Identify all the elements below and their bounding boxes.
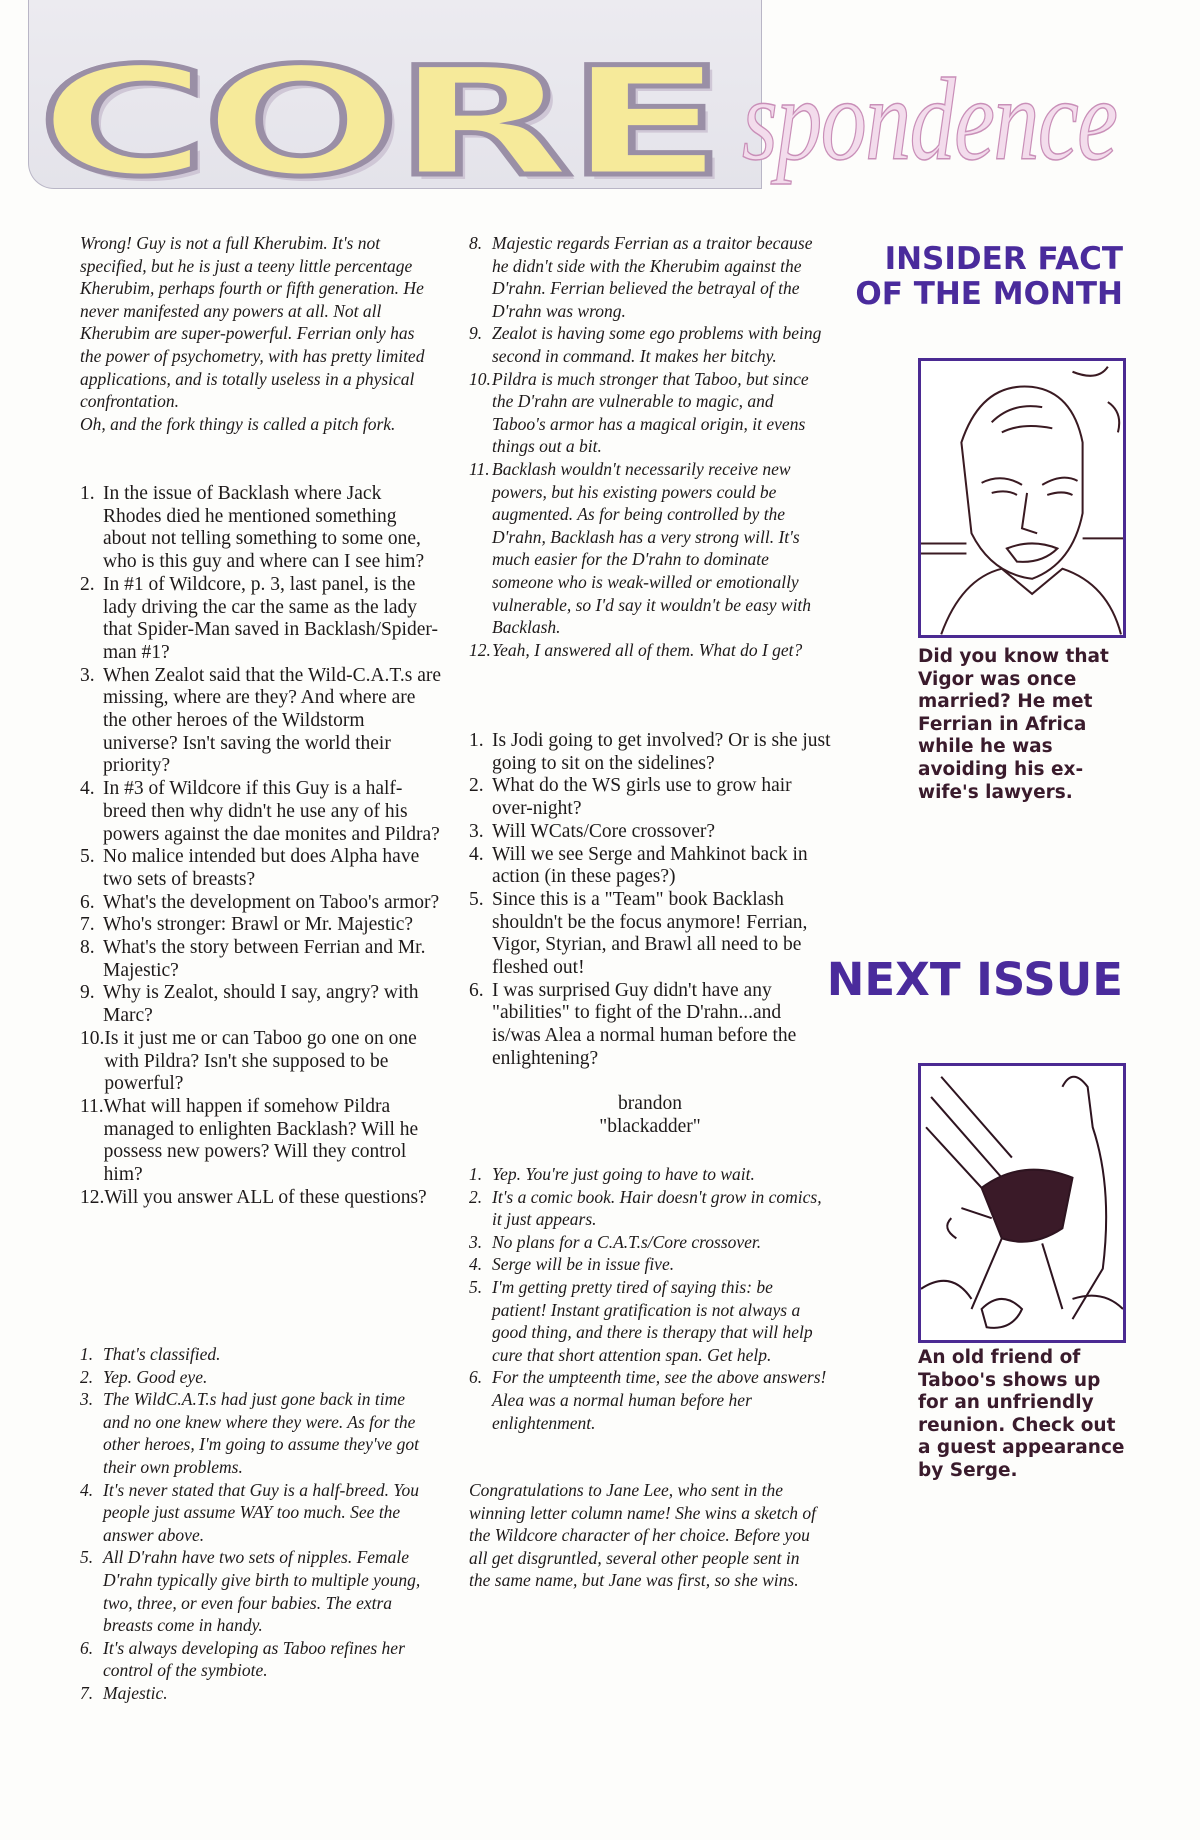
list-item bbox=[80, 914, 442, 937]
item-text: I was surprised Guy didn't have any "abilities" to fight of the D'rahn...and is/was Alea a normal human before the enlightening? bbox=[492, 979, 797, 1069]
insider-title-line1: INSIDER FACT bbox=[884, 241, 1123, 277]
list-item bbox=[469, 639, 829, 662]
list-item bbox=[469, 1276, 831, 1366]
item-number: 6. bbox=[469, 1367, 483, 1388]
list-item bbox=[469, 775, 831, 820]
item-text: In the issue of Backlash where Jack Rhodes died he mentioned something about not telling something to some one, who is this guy and where can I see him? bbox=[103, 483, 425, 573]
item-number: 4. bbox=[469, 1254, 483, 1275]
portrait-sketch bbox=[921, 361, 1123, 635]
list-item bbox=[80, 1187, 442, 1210]
list-item bbox=[80, 937, 442, 982]
list-item bbox=[80, 1028, 442, 1096]
item-text: Majestic. bbox=[103, 1682, 168, 1703]
list-item bbox=[469, 889, 831, 980]
list-item bbox=[80, 1096, 442, 1187]
item-number: 2. bbox=[469, 1186, 483, 1207]
list-item bbox=[80, 483, 442, 574]
list-item bbox=[469, 1231, 831, 1254]
item-number: 9. bbox=[80, 982, 95, 1004]
item-text: Backlash wouldn't necessarily receive new powers, but his existing powers could be augmented. As for being controlled by the D'rahn, Backlash has a very strong will. It's much easier for the D'rahn to dominate someone who is weak-willed or emotionally vulnerable, so I'd say it wouldn't be easy with Backlash. bbox=[492, 458, 812, 638]
item-number: 3. bbox=[80, 1389, 94, 1410]
list-item bbox=[80, 1366, 435, 1389]
logo-core: CORE bbox=[38, 36, 720, 210]
item-number: 11. bbox=[80, 1095, 104, 1117]
insider-fact-heading bbox=[830, 242, 1123, 312]
item-text: No plans for a C.A.T.s/Core crossover. bbox=[492, 1231, 762, 1252]
letter1-answers-part1 bbox=[80, 1343, 435, 1705]
list-item bbox=[469, 1253, 831, 1276]
item-number: 6. bbox=[80, 891, 95, 913]
item-number: 4. bbox=[469, 843, 484, 865]
item-text: Who's stronger: Brawl or Mr. Majestic? bbox=[103, 914, 414, 936]
item-text: Is it just me or can Taboo go one on one with Pildra? Isn't she supposed to be powerful? bbox=[104, 1027, 417, 1095]
item-text: In #3 of Wildcore if this Guy is a half-breed then why didn't he use any of his powers against the dae monites and Pildra? bbox=[103, 778, 440, 845]
item-text: When Zealot said that the Wild-C.A.T.s are missing, where are they? And where are the other heroes of the Wildstorm universe? Isn't saving the world their priority? bbox=[103, 664, 442, 777]
letter2-questions bbox=[469, 730, 831, 1071]
list-item bbox=[469, 322, 829, 367]
item-number: 3. bbox=[469, 820, 484, 842]
list-item bbox=[469, 821, 831, 844]
item-number: 5. bbox=[80, 1547, 94, 1568]
item-text: In #1 of Wildcore, p. 3, last panel, is the lady driving the car the same as the lady that Spider-Man saved in Backlash/Spider-man #1? bbox=[103, 573, 438, 663]
item-text: Yeah, I answered all of them. What do I get? bbox=[492, 639, 803, 660]
item-text: The WildC.A.T.s had just gone back in time and no one knew where they were. As for the other heroes, I'm going to assume they've got their own problems. bbox=[103, 1389, 419, 1477]
item-number: 3. bbox=[469, 1231, 483, 1252]
item-number: 12. bbox=[80, 1186, 105, 1208]
item-number: 7. bbox=[80, 914, 95, 936]
item-number: 8. bbox=[80, 937, 95, 959]
vigor-portrait-image bbox=[918, 358, 1126, 638]
item-number: 4. bbox=[80, 1479, 94, 1500]
item-text: Since this is a "Team" book Backlash shouldn't be the focus anymore! Ferrian, Vigor, Styrian, and Brawl all need to be fleshed out! bbox=[492, 888, 808, 979]
item-text: That's classified. bbox=[103, 1344, 221, 1364]
insider-title-line2: OF THE MONTH bbox=[855, 276, 1123, 312]
item-text: What do the WS girls use to grow hair over-night? bbox=[492, 775, 792, 820]
intro-answer-ps: Oh, and the fork thingy is called a pitch fork. bbox=[80, 413, 396, 434]
list-item bbox=[469, 844, 831, 889]
item-text: Will we see Serge and Mahkinot back in action (in these pages?) bbox=[492, 843, 808, 888]
intro-answer bbox=[80, 232, 425, 435]
item-number: 2. bbox=[469, 775, 484, 797]
item-number: 3. bbox=[80, 664, 95, 686]
item-number: 12. bbox=[469, 639, 491, 660]
preview-sketch bbox=[921, 1066, 1123, 1340]
signature-name: brandon bbox=[618, 1093, 682, 1114]
item-number: 5. bbox=[469, 888, 484, 910]
next-issue-caption: An old friend of Taboo's shows up for an unfriendly reunion. Check out a guest appearance by Serge. bbox=[918, 1347, 1125, 1481]
list-item bbox=[469, 1163, 831, 1186]
list-item bbox=[80, 1479, 435, 1547]
list-item bbox=[469, 1366, 831, 1434]
item-number: 6. bbox=[80, 1637, 94, 1658]
next-issue-heading: NEXT ISSUE bbox=[826, 953, 1123, 1006]
item-number: 1. bbox=[80, 1344, 94, 1364]
list-item bbox=[469, 1186, 831, 1231]
item-text: No malice intended but does Alpha have two sets of breasts? bbox=[103, 846, 420, 890]
item-text: Will you answer ALL of these questions? bbox=[104, 1186, 427, 1208]
item-text: Serge will be in issue five. bbox=[492, 1254, 675, 1275]
list-item bbox=[80, 846, 442, 891]
list-item bbox=[469, 232, 829, 322]
item-number: 8. bbox=[469, 233, 483, 253]
item-number: 5. bbox=[469, 1276, 483, 1297]
item-text: Majestic regards Ferrian as a traitor because he didn't side with the Kherubim against the D'rahn. Ferrian believed the betrayal of the D'rahn was wrong. bbox=[492, 233, 813, 321]
item-text: What will happen if somehow Pildra managed to enlighten Backlash? Will he possess new powers? Will they control him? bbox=[103, 1095, 419, 1186]
congratulations-note: Congratulations to Jane Lee, who sent in the winning letter column name! She wins a sketch of the Wildcore character of her choice. Before you all get disgruntled, several other people sent in the same name, but Jane was first, so she wins. bbox=[469, 1480, 817, 1591]
list-item bbox=[80, 778, 442, 846]
list-item bbox=[469, 980, 831, 1071]
item-number: 1. bbox=[469, 1164, 483, 1184]
list-item bbox=[80, 665, 442, 779]
letter1-answers-part2 bbox=[469, 232, 829, 661]
intro-answer-text: Wrong! Guy is not a full Kherubim. It's not specified, but he is just a teeny little percentage Kherubim, perhaps fourth or fifth generation. He never manifested any powers at all. Not all Kherubim are super-powerful. Ferrian only has the power of psychometry, with has pretty limited applications, and is totally useless in a physical confrontation. bbox=[80, 233, 425, 412]
logo-script: spondence bbox=[742, 54, 1117, 185]
item-text: Pildra is much stronger that Taboo, but since the D'rahn are vulnerable to magic, and Taboo's armor has a magical origin, it evens things out a bit. bbox=[492, 368, 809, 457]
item-number: 10. bbox=[80, 1027, 105, 1049]
item-text: It's a comic book. Hair doesn't grow in comics, it just appears. bbox=[492, 1186, 822, 1230]
item-text: What's the development on Taboo's armor? bbox=[103, 891, 440, 913]
list-item bbox=[80, 1682, 435, 1705]
item-text: I'm getting pretty tired of saying this: be patient! Instant gratification is not always a good thing, and there is therapy that will help cure that short attention span. Get help. bbox=[492, 1276, 813, 1365]
item-number: 9. bbox=[469, 323, 483, 344]
item-text: Yep. Good eye. bbox=[103, 1366, 208, 1387]
next-issue-preview-image bbox=[918, 1063, 1126, 1343]
letter2-answers bbox=[469, 1163, 831, 1434]
list-item bbox=[80, 982, 442, 1027]
item-number: 11. bbox=[469, 458, 490, 479]
item-text: Yep. You're just going to have to wait. bbox=[492, 1164, 755, 1184]
item-text: All D'rahn have two sets of nipples. Female D'rahn typically give birth to multiple young, two, three, or even four babies. The extra breasts come in handy. bbox=[103, 1547, 421, 1636]
list-item bbox=[80, 1546, 435, 1636]
insider-fact-caption: Did you know that Vigor was once married? He met Ferrian in Africa while he was avoiding his ex-wife's lawyers. bbox=[918, 646, 1109, 803]
list-item bbox=[80, 1388, 435, 1478]
list-item bbox=[469, 458, 829, 639]
item-number: 1. bbox=[80, 483, 95, 504]
item-text: Is Jodi going to get involved? Or is she just going to sit on the sidelines? bbox=[492, 730, 831, 774]
item-text: Will WCats/Core crossover? bbox=[492, 820, 716, 842]
item-text: It's never stated that Guy is a half-breed. You people just assume WAY too much. See the answer above. bbox=[103, 1479, 419, 1545]
list-item bbox=[469, 730, 831, 775]
item-number: 2. bbox=[80, 573, 95, 595]
signature-handle: "blackadder" bbox=[599, 1115, 701, 1137]
letter1-questions bbox=[80, 483, 442, 1210]
item-text: It's always developing as Taboo refines her control of the symbiote. bbox=[103, 1637, 405, 1681]
item-number: 2. bbox=[80, 1366, 94, 1387]
item-number: 4. bbox=[80, 778, 95, 800]
item-number: 1. bbox=[469, 730, 484, 751]
list-item bbox=[80, 1343, 435, 1366]
list-item bbox=[469, 368, 829, 458]
list-item bbox=[80, 892, 442, 915]
item-text: For the umpteenth time, see the above answers! Alea was a normal human before her enlightenment. bbox=[492, 1367, 827, 1433]
item-text: What's the story between Ferrian and Mr. Majestic? bbox=[103, 937, 426, 981]
list-item bbox=[80, 1637, 435, 1682]
item-number: 7. bbox=[80, 1682, 94, 1703]
item-number: 6. bbox=[469, 979, 484, 1001]
item-text: Why is Zealot, should I say, angry? with Marc? bbox=[103, 982, 419, 1027]
item-number: 5. bbox=[80, 846, 95, 868]
letter2-signature bbox=[469, 1093, 831, 1138]
item-text: Zealot is having some ego problems with being second in command. It makes her bitchy. bbox=[492, 323, 822, 366]
list-item bbox=[80, 574, 442, 665]
item-number: 10. bbox=[469, 368, 491, 389]
